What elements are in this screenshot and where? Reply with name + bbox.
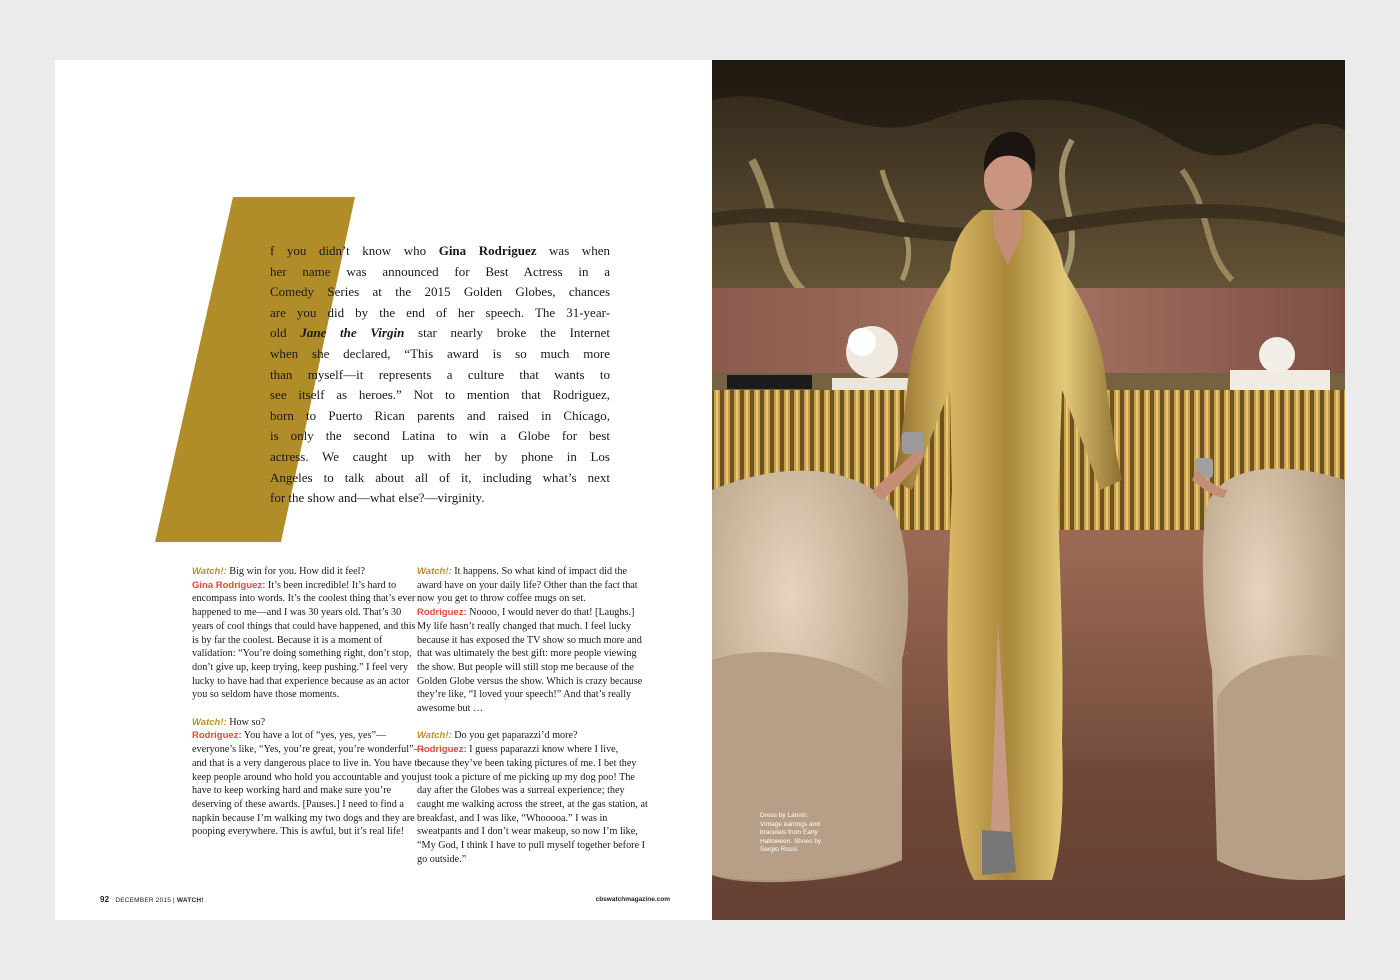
intro-text: star nearly broke the Internet: [404, 325, 611, 341]
answer-text: You have a lot of “yes, yes, yes”—everyone’s like, “Yes, you’re great, you’re wonderful”—and that is a very dangerous place to live in. You have to keep people around who hold you accountable and you have to keep working hard and make sure you’re deserving of these awards. [Pauses.] I need to find a napkin because I’m walking my two dogs and they are pooping everywhere. This is awful, but it’s real life!: [192, 730, 424, 838]
portrait-photo: [712, 60, 1345, 920]
intro-line: [270, 488, 610, 509]
answer: [192, 729, 424, 839]
question-text: Big win for you. How did it feel?: [226, 566, 366, 577]
intro-line: [270, 262, 610, 283]
intro-text: are you did by the end of her speech. The 31-year-: [270, 304, 610, 320]
magazine-name: WATCH!: [176, 897, 204, 904]
interviewer-label: Watch!:: [417, 566, 452, 577]
question-text: Do you get paparazzi’d more?: [451, 730, 578, 742]
intro-line: [270, 323, 610, 344]
page-number: 92: [100, 895, 110, 904]
question: [192, 565, 424, 579]
intro-text: for the show and—what else?—virginity.: [270, 490, 485, 506]
question: [417, 565, 649, 606]
interviewee-label: Rodriguez:: [192, 730, 242, 742]
qa-block: [417, 565, 649, 716]
intro-text: was when: [536, 243, 610, 258]
intro-text: Angeles to talk about all of it, including what’s next: [270, 469, 610, 485]
interview-column-right: [417, 565, 649, 880]
intro-line: [270, 385, 610, 406]
interview-column-left: [192, 565, 424, 853]
right-page-photo: [712, 60, 1345, 920]
answer: [417, 606, 649, 716]
left-page: [55, 60, 712, 920]
show-title-emphasis: Jane the Virgin: [300, 325, 405, 341]
intro-text: born to Puerto Rican parents and raised in Chicago,: [270, 407, 610, 423]
intro-line: [270, 468, 610, 489]
qa-block: [417, 729, 649, 866]
intro-text: f you didn’t know who: [270, 243, 439, 258]
intro-text: actress. We caught up with her by phone in Los: [270, 448, 610, 464]
answer-text: I guess paparazzi know where I live, because they’ve been taking pictures of me. I bet they just took a picture of me picking up my dog poo! The day after the Globes was a surreal experience; they caught me walking across the street, at the gas station, at breakfast, and I was like, “Whooooa.” I was in sweatpants and I don’t wear makeup, so now I’m like, “My God, I think I have to pull myself together before I go outside.”: [417, 744, 648, 865]
answer-text: Noooo, I would never do that! [Laughs.] My life hasn’t really changed that much. I feel lucky because it has exposed the TV show so much more and that was ultimately the best gift: more people viewing the show. But people will still stop me because of the Golden Globe versus the show. Which is crazy because they’re like, “I loved your speech!” And that’s really awesome but …: [417, 607, 643, 715]
intro-text: when she declared, “This award is so much more: [270, 345, 610, 361]
interviewee-label: Rodriguez:: [417, 744, 467, 756]
intro-line: [270, 406, 610, 427]
interviewer-label: Watch!:: [192, 716, 227, 728]
question: [192, 716, 424, 730]
intro-line: [270, 426, 610, 447]
intro-line: [270, 282, 610, 303]
intro-line: [270, 303, 610, 324]
issue-date: DECEMBER 2015 |: [115, 897, 177, 904]
website-url: cbswatchmagazine.com: [595, 896, 670, 903]
question-text: It happens. So what kind of impact did the award have on your daily life? Other than the fact that now you get to throw coffee mugs on set.: [417, 566, 638, 605]
question: [417, 729, 649, 743]
question-text: How so?: [226, 716, 266, 728]
intro-text: than myself—it represents a culture that wants to: [270, 366, 610, 382]
intro-line: [270, 447, 610, 468]
qa-block: [192, 716, 424, 839]
interviewee-label: Gina Rodriguez:: [192, 579, 266, 591]
intro-text: old: [270, 325, 301, 341]
intro-paragraph: [270, 241, 610, 509]
name-emphasis: Gina Rodriguez: [438, 243, 537, 258]
intro-line: [270, 365, 610, 386]
interviewer-label: Watch!:: [192, 566, 227, 577]
page-footer: [100, 895, 204, 904]
interviewer-label: Watch!:: [417, 730, 452, 742]
photo-credit-caption: Dress by Lanvin. Vintage earrings and bracelets from Early Halloween. Shoes by Sergio Rossi.: [760, 812, 822, 854]
intro-text: is only the second Latina to win a Globe for best: [270, 428, 610, 444]
interviewee-label: Rodriguez:: [417, 607, 467, 619]
intro-text: her name was announced for Best Actress in a: [270, 263, 610, 279]
answer: [417, 743, 649, 866]
qa-block: [192, 565, 424, 702]
intro-line: [270, 241, 610, 262]
intro-line: [270, 344, 610, 365]
answer: [192, 579, 424, 702]
answer-text: It’s been incredible! It’s hard to encompass into words. It’s the coolest thing that’s ever happened to me—and I was 30 years old. That’s 30 years of cool things that could have happened, and this is by far the coolest. Because it is a moment of validation: “You’re doing something right, don’t stop, don’t give up, keep trying, keep pushing.” I feel very lucky to have had that experience because as an actor you so seldom have those moments.: [192, 579, 416, 701]
intro-text: see itself as heroes.” Not to mention that Rodriguez,: [270, 387, 610, 403]
intro-text: Comedy Series at the 2015 Golden Globes, chances: [270, 284, 610, 300]
